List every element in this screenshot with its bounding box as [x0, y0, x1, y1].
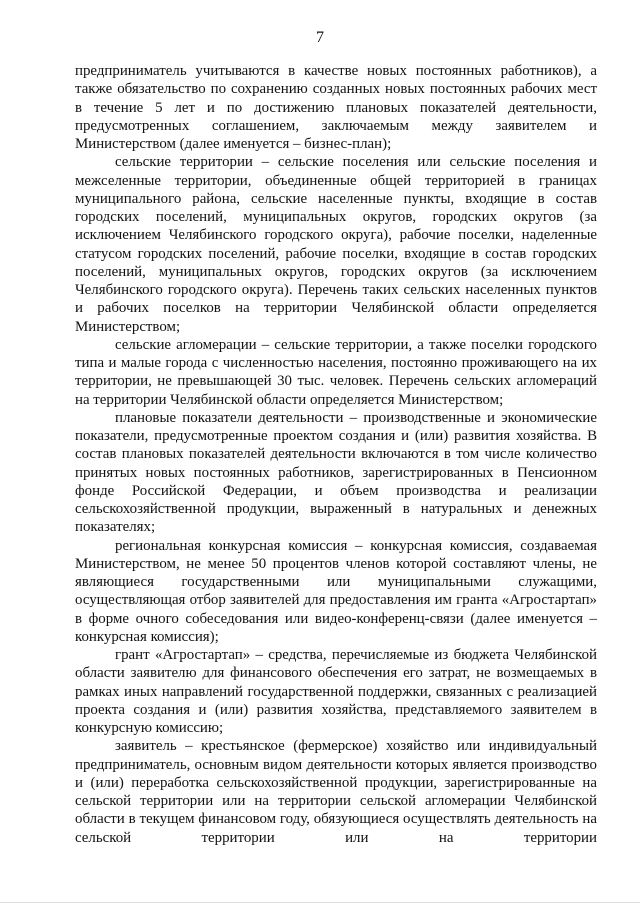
paragraph-planned-indicators: плановые показатели деятельности – производственные и экономические показатели, предусмотренные проектом создания и (или) развития хозяйства. В состав плановых показателей деятельности включаются в том числе количество принятых новых постоянных работников, зарегистрированных в Пенсионном фонде Российской Федерации, и объем производства и реализации сельскохозяйственной продукции, выраженный в натуральных и денежных показателях; [75, 409, 597, 536]
paragraph-rural-territories: сельские территории – сельские поселения или сельские поселения и межселенные территории, объединенные общей территорией в границах муниципального района, сельские населенные пункты, входящие в состав городских поселений, муниципальных округов, городских округов (за исключением Челябинского городского округа), рабочие поселки, наделенные статусом городских поселений, рабочие поселки, входящие в состав городских поселений, муниципальных округов, городских округов (за исключением Челябинского городского округа). Перечень таких сельских населенных пунктов и рабочих поселков на территории Челябинской области определяется Министерством; [75, 154, 597, 335]
paragraph-agrostartup-grant: грант «Агростартап» – средства, перечисляемые из бюджета Челябинской области заявителю для финансового обеспечения его затрат, не возмещаемых в рамках иных направлений государственной поддержки, связанных с реализацией проекта создания и (или) развития хозяйства, представляемого заявителем в конкурсную комиссию; [75, 647, 597, 736]
document-body [75, 62, 597, 847]
paragraph-competition-commission: региональная конкурсная комиссия – конкурсная комиссия, создаваемая Министерством, не менее 50 процентов членов которой составляют члены, не являющиеся государственными или муниципальными служащими, осуществляющая отбор заявителей для предоставления им гранта «Агростартап» в форме очного собеседования или видео-конференц-связи (далее именуется – конкурсная комиссия); [75, 537, 597, 645]
paragraph-business-plan: предприниматель учитываются в качестве новых постоянных работников), а также обязательство по сохранению созданных новых постоянных рабочих мест в течение 5 лет и по достижению плановых показателей деятельности, предусмотренных соглашением, заключаемым между заявителем и Министерством (далее именуется – бизнес-план); [75, 63, 597, 152]
page-number: 7 [316, 29, 324, 46]
paragraph-rural-agglomerations: сельские агломерации – сельские территории, а также поселки городского типа и малые города с численностью населения, постоянно проживающего на их территории, не превышающей 30 тыс. человек. Перечень сельских агломераций на территории Челябинской области определяется Министерством; [75, 336, 597, 408]
paragraph-applicant: заявитель – крестьянское (фермерское) хозяйство или индивидуальный предприниматель, основным видом деятельности которых является производство и (или) переработка сельскохозяйственной продукции, зарегистрированные на сельской территории или на территории сельской агломерации Челябинской области в текущем финансовом году, обязующиеся осуществлять деятельность на сельской территории или на территории [75, 738, 597, 846]
scan-edge-divider [0, 902, 640, 903]
